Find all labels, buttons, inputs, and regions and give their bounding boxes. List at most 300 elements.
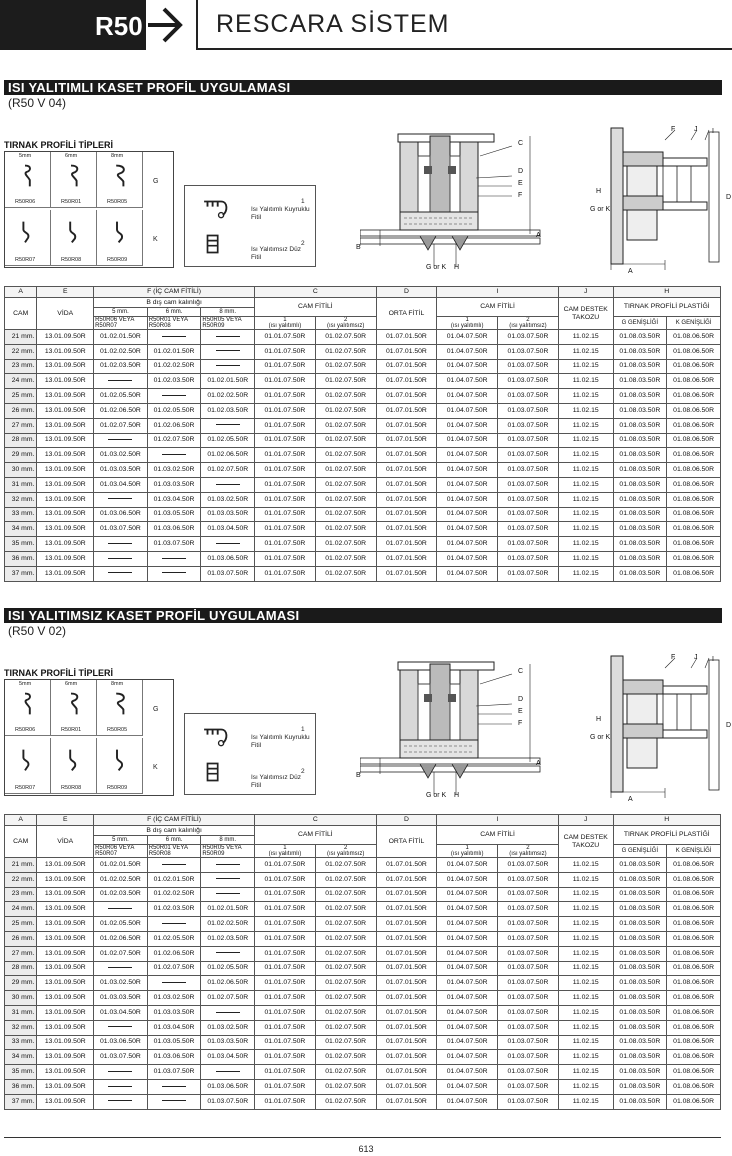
table-cell: 01.03.07.50R xyxy=(498,418,559,433)
table-cell: 01.08.06.50R xyxy=(667,946,721,961)
table-cell: 01.01.07.50R xyxy=(255,566,316,581)
gasket-2-number: 2 xyxy=(301,240,305,247)
table-row xyxy=(5,374,721,389)
header-8mm: 8 mm. xyxy=(201,836,255,845)
table-cell: 13.01.09.50R xyxy=(37,991,94,1006)
table-cell: 01.04.07.50R xyxy=(437,418,498,433)
table-cell: 01.02.03.50R xyxy=(94,887,148,902)
table-cell: 01.02.07.50R xyxy=(147,961,201,976)
table-cell xyxy=(147,976,201,991)
table-cell: 11.02.15 xyxy=(558,917,613,932)
page-header xyxy=(0,0,732,50)
table-cell: 01.02.07.50R xyxy=(315,551,376,566)
side-drawing-label: J xyxy=(694,654,698,661)
side-drawing-label: G or K xyxy=(590,734,611,741)
table-cell xyxy=(201,1005,255,1020)
table-cell: 01.02.05.50R xyxy=(147,403,201,418)
clip-cell xyxy=(97,210,143,266)
table-cell: 01.03.07.50R xyxy=(201,566,255,581)
clip-cell xyxy=(5,680,51,736)
table-cell xyxy=(201,1065,255,1080)
table-cell: 01.01.07.50R xyxy=(255,902,316,917)
clip-types-grid xyxy=(4,679,174,796)
glass-thickness-cell: 22 mm. xyxy=(5,872,37,887)
not-applicable-dash xyxy=(216,424,240,425)
table-cell: 01.08.06.50R xyxy=(667,330,721,345)
glass-thickness-cell: 29 mm. xyxy=(5,976,37,991)
table-cell: 01.03.06.50R xyxy=(201,551,255,566)
table-cell: 01.02.01.50R xyxy=(147,344,201,359)
table-cell: 11.02.15 xyxy=(558,1065,613,1080)
table-cell: 01.03.07.50R xyxy=(498,389,559,404)
table-cell: 01.01.07.50R xyxy=(255,887,316,902)
clip-code-label: R50R05 xyxy=(107,199,128,205)
drawing-label: A xyxy=(536,232,541,239)
table-cell: 01.03.04.50R xyxy=(94,1005,148,1020)
table-cell: 01.07.01.50R xyxy=(376,1050,437,1065)
table-cell: 01.08.06.50R xyxy=(667,403,721,418)
table-cell: 01.01.07.50R xyxy=(255,344,316,359)
table-row xyxy=(5,917,721,932)
glass-thickness-cell: 33 mm. xyxy=(5,507,37,522)
table-cell: 01.07.01.50R xyxy=(376,418,437,433)
clip-profile-icon xyxy=(63,162,87,190)
table-cell: 01.02.07.50R xyxy=(315,931,376,946)
table-cell xyxy=(147,858,201,873)
table-cell: 01.03.02.50R xyxy=(201,492,255,507)
header-cam-fitili: CAM FİTİLİ xyxy=(255,298,377,317)
header-orta-fitil: ORTA FİTİL xyxy=(376,298,437,330)
gasket-2-label: Isı Yalıtımsız Düz Fitil xyxy=(251,246,301,261)
table-cell: 01.02.07.50R xyxy=(315,887,376,902)
clip-code-label: R50R09 xyxy=(107,785,128,791)
table-cell: 01.02.07.50R xyxy=(94,946,148,961)
clip-profile-icon xyxy=(63,218,87,246)
not-applicable-dash xyxy=(216,952,240,953)
table-row xyxy=(5,858,721,873)
not-applicable-dash xyxy=(162,454,186,455)
table-cell: 01.02.03.50R xyxy=(147,902,201,917)
glass-thickness-cell: 37 mm. xyxy=(5,566,37,581)
not-applicable-dash xyxy=(162,336,186,337)
table-cell: 01.03.03.50R xyxy=(201,1035,255,1050)
clip-profile-icon xyxy=(109,218,133,246)
table-cell: 01.03.07.50R xyxy=(498,1065,559,1080)
table-cell: 13.01.09.50R xyxy=(37,917,94,932)
table-cell: 01.02.02.50R xyxy=(94,872,148,887)
table-cell: 01.01.07.50R xyxy=(255,403,316,418)
table-row xyxy=(5,507,721,522)
table-cell: 01.08.06.50R xyxy=(667,872,721,887)
table-cell xyxy=(94,537,148,552)
header-profile-codes: R50R06 VEYA R50R07 xyxy=(94,317,148,330)
side-drawing-label: F xyxy=(671,654,676,661)
table-cell: 11.02.15 xyxy=(558,931,613,946)
table-cell: 01.03.07.50R xyxy=(498,902,559,917)
table-cell: 01.01.07.50R xyxy=(255,522,316,537)
drawing-label: E xyxy=(518,708,523,715)
drawing-label: F xyxy=(518,720,523,727)
table-row xyxy=(5,1020,721,1035)
table-cell: 13.01.09.50R xyxy=(37,872,94,887)
column-letter: I xyxy=(437,287,559,298)
clip-letter-g: G xyxy=(153,178,159,185)
header-cam: CAM xyxy=(5,826,37,858)
clip-size-label: 8mm xyxy=(111,681,124,687)
table-cell xyxy=(94,1094,148,1109)
not-applicable-dash xyxy=(162,864,186,865)
glass-thickness-cell: 30 mm. xyxy=(5,463,37,478)
table-cell: 01.01.07.50R xyxy=(255,1035,316,1050)
table-cell: 13.01.09.50R xyxy=(37,403,94,418)
side-section-drawing xyxy=(605,122,725,272)
table-cell: 01.03.04.50R xyxy=(94,477,148,492)
table-cell: 01.03.07.50R xyxy=(498,448,559,463)
section-subtitle: (R50 V 02) xyxy=(8,624,67,638)
table-cell xyxy=(201,537,255,552)
header-isi-yalitimsiz: 2 (ısı yalıtımsız) xyxy=(498,845,559,858)
glass-thickness-cell: 35 mm. xyxy=(5,537,37,552)
table-cell: 01.02.07.50R xyxy=(315,522,376,537)
table-cell: 01.07.01.50R xyxy=(376,1005,437,1020)
glass-thickness-cell: 34 mm. xyxy=(5,1050,37,1065)
table-cell xyxy=(94,1065,148,1080)
header-isi-yalitimsiz: 2 (ısı yalıtımsız) xyxy=(498,317,559,330)
table-cell: 01.01.07.50R xyxy=(255,537,316,552)
table-cell: 01.03.07.50R xyxy=(498,537,559,552)
table-cell: 01.03.02.50R xyxy=(94,448,148,463)
table-cell: 11.02.15 xyxy=(558,537,613,552)
column-letter: C xyxy=(255,287,377,298)
side-drawing-label: A xyxy=(628,796,633,803)
table-cell: 01.03.07.50R xyxy=(498,330,559,345)
not-applicable-dash xyxy=(108,908,132,909)
table-cell: 11.02.15 xyxy=(558,551,613,566)
table-cell: 01.07.01.50R xyxy=(376,403,437,418)
table-cell: 11.02.15 xyxy=(558,403,613,418)
clip-cell xyxy=(5,210,51,266)
column-letter: F (İÇ CAM FİTİLİ) xyxy=(94,815,255,826)
header-b-dis-cam: B dış cam kalınlığı xyxy=(94,826,255,836)
glass-thickness-cell: 27 mm. xyxy=(5,418,37,433)
table-cell: 13.01.09.50R xyxy=(37,887,94,902)
table-cell: 01.03.05.50R xyxy=(147,507,201,522)
table-cell: 01.02.01.50R xyxy=(201,902,255,917)
table-cell: 01.07.01.50R xyxy=(376,374,437,389)
table-cell: 13.01.09.50R xyxy=(37,433,94,448)
table-cell: 01.04.07.50R xyxy=(437,961,498,976)
table-cell: 01.07.01.50R xyxy=(376,991,437,1006)
not-applicable-dash xyxy=(162,1086,186,1087)
table-cell: 13.01.09.50R xyxy=(37,359,94,374)
table-cell xyxy=(147,917,201,932)
table-cell: 13.01.09.50R xyxy=(37,1094,94,1109)
table-cell: 01.08.06.50R xyxy=(667,344,721,359)
table-cell: 01.07.01.50R xyxy=(376,477,437,492)
table-cell: 01.08.06.50R xyxy=(667,1005,721,1020)
header-profile-codes: R50R01 VEYA R50R08 xyxy=(147,317,201,330)
not-applicable-dash xyxy=(216,1071,240,1072)
side-drawing-label: A xyxy=(628,268,633,275)
gasket-1-number: 1 xyxy=(301,198,305,205)
table-row xyxy=(5,1094,721,1109)
table-cell: 01.03.07.50R xyxy=(498,1094,559,1109)
table-cell: 01.03.07.50R xyxy=(498,1035,559,1050)
table-cell: 01.02.05.50R xyxy=(201,433,255,448)
table-cell: 01.02.07.50R xyxy=(315,507,376,522)
table-cell: 01.02.07.50R xyxy=(315,448,376,463)
table-cell: 01.03.07.50R xyxy=(498,344,559,359)
table-cell xyxy=(147,330,201,345)
table-cell: 01.08.06.50R xyxy=(667,566,721,581)
table-row xyxy=(5,566,721,581)
table-cell: 01.04.07.50R xyxy=(437,477,498,492)
glass-thickness-cell: 35 mm. xyxy=(5,1065,37,1080)
table-cell: 01.03.06.50R xyxy=(147,1050,201,1065)
table-cell: 01.03.07.50R xyxy=(498,433,559,448)
table-cell: 01.02.06.50R xyxy=(94,931,148,946)
table-cell: 01.04.07.50R xyxy=(437,551,498,566)
clip-code-label: R50R08 xyxy=(61,257,82,263)
clip-profile-icon xyxy=(63,690,87,718)
table-cell: 01.08.06.50R xyxy=(667,359,721,374)
table-cell xyxy=(201,477,255,492)
header-cam: CAM xyxy=(5,298,37,330)
table-cell: 13.01.09.50R xyxy=(37,463,94,478)
table-cell: 01.02.07.50R xyxy=(315,946,376,961)
drawing-label: H xyxy=(454,264,460,271)
table-cell: 01.08.06.50R xyxy=(667,1020,721,1035)
table-cell: 01.03.02.50R xyxy=(201,1020,255,1035)
table-cell: 01.02.03.50R xyxy=(201,931,255,946)
table-cell xyxy=(94,902,148,917)
table-cell: 01.03.06.50R xyxy=(147,522,201,537)
table-cell: 01.01.07.50R xyxy=(255,418,316,433)
glass-thickness-cell: 26 mm. xyxy=(5,403,37,418)
table-cell: 13.01.09.50R xyxy=(37,418,94,433)
side-drawing-label: I xyxy=(712,128,714,135)
column-letter: J xyxy=(558,287,613,298)
clip-profile-icon xyxy=(63,746,87,774)
side-drawing-label: H xyxy=(596,716,602,723)
table-cell: 01.03.07.50R xyxy=(201,1094,255,1109)
drawing-label: B xyxy=(356,244,361,251)
clip-cell xyxy=(51,152,97,208)
clip-cell xyxy=(97,152,143,208)
table-cell: 01.02.05.50R xyxy=(147,931,201,946)
table-cell: 01.07.01.50R xyxy=(376,1020,437,1035)
gasket-number: 2 xyxy=(344,845,348,851)
table-cell: 01.08.03.50R xyxy=(613,1050,667,1065)
spec-table xyxy=(4,814,721,1110)
table-cell: 11.02.15 xyxy=(558,872,613,887)
drawing-label: A xyxy=(536,760,541,767)
table-cell: 01.04.07.50R xyxy=(437,917,498,932)
table-cell: 01.08.06.50R xyxy=(667,374,721,389)
table-cell: 01.02.01.50R xyxy=(94,858,148,873)
table-cell: 01.08.06.50R xyxy=(667,991,721,1006)
clip-code-label: R50R06 xyxy=(15,199,36,205)
section-drawing xyxy=(360,126,550,276)
table-cell: 01.03.04.50R xyxy=(201,522,255,537)
header-isi-yalitimli: 1 (ısı yalıtımlı) xyxy=(437,845,498,858)
table-cell: 01.08.03.50R xyxy=(613,917,667,932)
clip-profile-icon xyxy=(17,690,41,718)
table-cell: 01.03.04.50R xyxy=(147,492,201,507)
clip-cell xyxy=(51,680,97,736)
table-cell: 01.03.07.50R xyxy=(498,403,559,418)
table-cell: 01.08.06.50R xyxy=(667,492,721,507)
table-cell: 01.02.07.50R xyxy=(315,389,376,404)
table-row xyxy=(5,887,721,902)
table-row xyxy=(5,389,721,404)
table-row xyxy=(5,463,721,478)
table-cell: 01.03.07.50R xyxy=(498,507,559,522)
table-cell: 01.08.06.50R xyxy=(667,507,721,522)
table-cell: 01.02.07.50R xyxy=(315,1020,376,1035)
table-cell: 01.02.05.50R xyxy=(94,389,148,404)
section-title: ISI YALITIMSIZ KASET PROFİL UYGULAMASI xyxy=(4,608,722,623)
glass-thickness-cell: 36 mm. xyxy=(5,1079,37,1094)
table-cell: 01.08.06.50R xyxy=(667,433,721,448)
table-cell: 01.01.07.50R xyxy=(255,872,316,887)
header-g-genisligi: G GENİŞLİĞİ xyxy=(613,317,667,330)
clip-types-title: TIRNAK PROFİLİ TİPLERİ xyxy=(4,668,113,678)
clip-profile-icon xyxy=(17,218,41,246)
table-cell xyxy=(201,330,255,345)
table-cell: 01.02.07.50R xyxy=(201,991,255,1006)
table-cell: 01.04.07.50R xyxy=(437,330,498,345)
table-cell: 01.07.01.50R xyxy=(376,1065,437,1080)
side-drawing-label: G or K xyxy=(590,206,611,213)
header-5mm: 5 mm. xyxy=(94,836,148,845)
table-cell: 01.08.03.50R xyxy=(613,976,667,991)
table-row xyxy=(5,872,721,887)
table-cell: 01.08.06.50R xyxy=(667,463,721,478)
glass-thickness-cell: 28 mm. xyxy=(5,433,37,448)
table-cell: 01.03.07.50R xyxy=(498,858,559,873)
table-cell: 01.04.07.50R xyxy=(437,359,498,374)
table-cell: 13.01.09.50R xyxy=(37,858,94,873)
header-6mm: 6 mm. xyxy=(147,308,201,317)
table-cell: 01.07.01.50R xyxy=(376,917,437,932)
table-cell: 01.04.07.50R xyxy=(437,887,498,902)
not-applicable-dash xyxy=(108,572,132,573)
table-cell: 01.03.07.50R xyxy=(498,463,559,478)
table-cell: 01.03.07.50R xyxy=(498,1079,559,1094)
table-cell: 01.03.07.50R xyxy=(498,566,559,581)
table-cell: 01.07.01.50R xyxy=(376,492,437,507)
table-cell xyxy=(94,961,148,976)
not-applicable-dash xyxy=(216,336,240,337)
drawing-label: H xyxy=(454,792,460,799)
clip-size-label: 6mm xyxy=(65,681,78,687)
table-row xyxy=(5,477,721,492)
table-cell: 11.02.15 xyxy=(558,477,613,492)
table-cell: 11.02.15 xyxy=(558,566,613,581)
table-cell: 13.01.09.50R xyxy=(37,961,94,976)
table-cell: 01.02.07.50R xyxy=(315,344,376,359)
table-cell: 01.07.01.50R xyxy=(376,433,437,448)
table-row xyxy=(5,359,721,374)
not-applicable-dash xyxy=(162,395,186,396)
header-5mm: 5 mm. xyxy=(94,308,148,317)
table-cell: 01.08.03.50R xyxy=(613,507,667,522)
table-cell: 01.02.02.50R xyxy=(94,344,148,359)
table-cell: 01.01.07.50R xyxy=(255,374,316,389)
table-cell xyxy=(94,1079,148,1094)
table-row xyxy=(5,946,721,961)
glass-thickness-cell: 29 mm. xyxy=(5,448,37,463)
table-cell: 01.07.01.50R xyxy=(376,537,437,552)
table-cell: 01.02.06.50R xyxy=(201,448,255,463)
table-cell: 01.02.07.50R xyxy=(315,537,376,552)
glass-thickness-cell: 33 mm. xyxy=(5,1035,37,1050)
column-letter: H xyxy=(613,815,720,826)
table-cell: 11.02.15 xyxy=(558,1005,613,1020)
table-cell: 01.03.07.50R xyxy=(498,872,559,887)
drawing-label: D xyxy=(518,696,524,703)
table-cell: 01.08.06.50R xyxy=(667,389,721,404)
table-cell: 01.08.06.50R xyxy=(667,931,721,946)
not-applicable-dash xyxy=(216,878,240,879)
table-cell: 11.02.15 xyxy=(558,1094,613,1109)
gasket-number: 2 xyxy=(526,845,530,851)
table-cell: 01.03.07.50R xyxy=(498,522,559,537)
table-cell: 01.08.06.50R xyxy=(667,1065,721,1080)
table-cell: 13.01.09.50R xyxy=(37,1035,94,1050)
footer-divider xyxy=(4,1137,721,1138)
table-cell: 01.03.07.50R xyxy=(498,976,559,991)
table-cell: 01.02.07.50R xyxy=(201,463,255,478)
table-cell: 01.02.06.50R xyxy=(94,403,148,418)
gasket-number: 1 xyxy=(283,845,287,851)
header-6mm: 6 mm. xyxy=(147,836,201,845)
glass-thickness-cell: 31 mm. xyxy=(5,477,37,492)
side-drawing-label: D xyxy=(726,722,732,729)
table-cell: 01.02.07.50R xyxy=(315,463,376,478)
side-drawing-label: D xyxy=(726,194,732,201)
clip-code-label: R50R09 xyxy=(107,257,128,263)
table-cell: 01.01.07.50R xyxy=(255,1094,316,1109)
table-cell: 01.03.03.50R xyxy=(94,463,148,478)
table-cell: 13.01.09.50R xyxy=(37,344,94,359)
table-cell: 01.01.07.50R xyxy=(255,551,316,566)
table-cell: 13.01.09.50R xyxy=(37,448,94,463)
not-applicable-dash xyxy=(216,350,240,351)
table-cell: 01.08.03.50R xyxy=(613,418,667,433)
table-cell: 11.02.15 xyxy=(558,991,613,1006)
table-cell: 01.08.03.50R xyxy=(613,961,667,976)
table-cell: 01.04.07.50R xyxy=(437,1065,498,1080)
table-cell: 01.01.07.50R xyxy=(255,976,316,991)
table-cell: 01.08.06.50R xyxy=(667,917,721,932)
table-cell: 01.02.06.50R xyxy=(201,976,255,991)
gasket-2-label: Isı Yalıtımsız Düz Fitil xyxy=(251,774,301,789)
table-row xyxy=(5,551,721,566)
not-applicable-dash xyxy=(162,982,186,983)
table-header-row xyxy=(5,298,721,308)
column-letter: H xyxy=(613,287,720,298)
table-cell: 01.08.06.50R xyxy=(667,1035,721,1050)
drawing-label: G or K xyxy=(426,792,447,799)
table-cell: 01.04.07.50R xyxy=(437,1005,498,1020)
glass-thickness-cell: 23 mm. xyxy=(5,359,37,374)
table-cell: 11.02.15 xyxy=(558,374,613,389)
not-applicable-dash xyxy=(216,365,240,366)
gasket-number: 2 xyxy=(526,317,530,323)
clip-code-label: R50R07 xyxy=(15,257,36,263)
